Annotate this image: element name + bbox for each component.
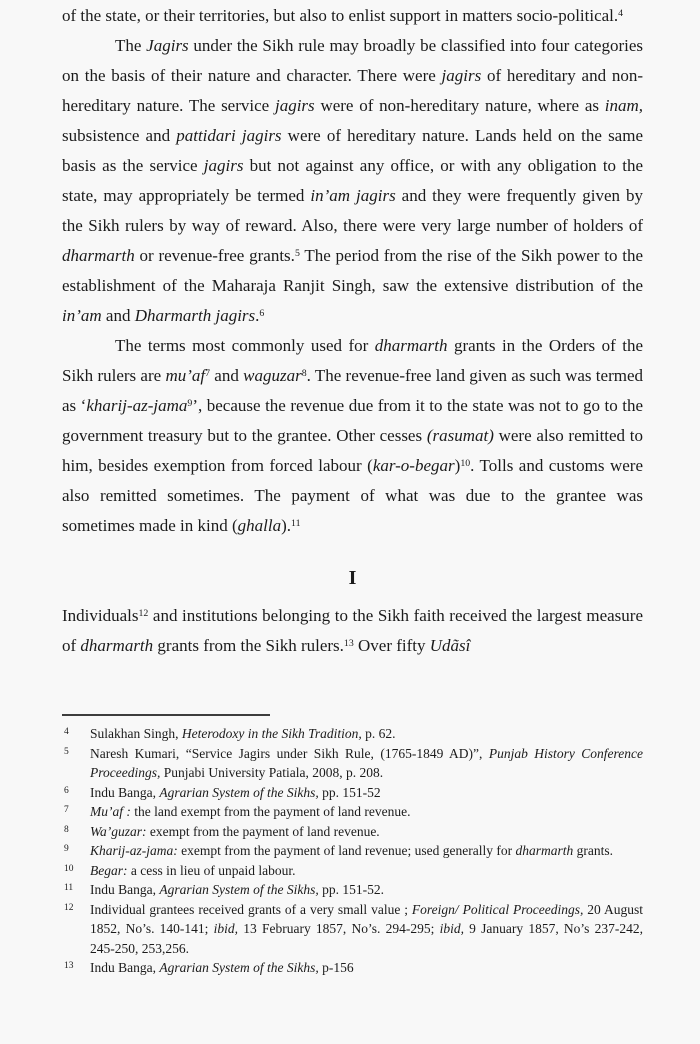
footnote — [62, 744, 643, 783]
footnote-ref: 10 — [460, 457, 471, 469]
text-run: exempt from the payment of land revenue; used generally for — [177, 843, 516, 858]
text-run: Indu Banga, — [90, 960, 160, 975]
text-run: and they were frequently given by the Sikh rulers by way of reward. Also, there were very large number of holders of — [62, 186, 643, 235]
italic-text: Dharmarth jagirs — [134, 306, 256, 325]
italic-text: Punjab History Conference Proceedings, — [90, 745, 643, 780]
italic-text: jagirs — [203, 156, 244, 175]
text-run: a cess in lieu of unpaid labour. — [127, 862, 296, 878]
footnote — [62, 822, 643, 842]
italic-text: ibid, — [213, 921, 239, 936]
footnote-number: 10 — [64, 863, 74, 874]
text-run: pp. 151-52 — [318, 784, 381, 800]
text-run: ). — [281, 516, 292, 535]
italic-text: jagirs — [274, 96, 315, 115]
footnote — [62, 841, 643, 861]
footnote-text — [90, 882, 384, 897]
text-run: or revenue-free grants. — [134, 246, 295, 265]
footnote-area — [62, 714, 643, 978]
text-run: pp. 151-52. — [318, 882, 384, 897]
text-run: . Tolls and customs were also remitted sometimes. The payment of what was due to the grantee was sometimes made in kind ( — [62, 456, 643, 535]
italic-text: jagirs — [441, 66, 482, 85]
footnote-ref: 8 — [301, 367, 307, 379]
italic-text: kar-o-begar — [372, 456, 455, 475]
section-heading: I — [348, 567, 357, 589]
footnote-text — [90, 824, 380, 839]
footnote — [62, 783, 643, 803]
italic-text: pattidari jagirs — [176, 126, 282, 145]
footnote-text — [90, 843, 613, 858]
text-run: Individual grantees received grants of a very small value ; — [90, 901, 412, 917]
footnote-ref: 9 — [187, 397, 193, 409]
footnote-text — [90, 902, 643, 956]
text-run: and institutions belonging to the Sikh faith received the largest measure of — [62, 606, 643, 655]
text-run: were of non-hereditary nature, where as — [314, 96, 605, 115]
text-run: but not against any office, or with any obligation to the state, may appropriately be termed — [62, 156, 643, 205]
text-run: 20 August 1852, No’s. 140-141; — [90, 901, 643, 936]
footnote-ref: 5 — [294, 247, 300, 259]
footnote — [62, 724, 643, 744]
footnote-number: 8 — [64, 824, 69, 835]
footnote — [62, 802, 643, 822]
footnote-text — [90, 785, 381, 800]
italic-text: Agrarian System of the Sikhs, — [159, 784, 319, 800]
italic-text: Kharij-az-jama: — [90, 843, 178, 858]
italic-text: in’am — [62, 306, 102, 325]
italic-text: ibid, — [439, 921, 464, 936]
text-run: The terms most commonly used for — [115, 336, 375, 355]
footnote — [62, 958, 643, 978]
text-run: grants. — [573, 843, 614, 858]
text-run: Over fifty — [353, 636, 430, 655]
text-run: Naresh Kumari, “Service Jagirs under Sikh Rule, (1765-1849 AD)”, — [90, 745, 489, 761]
text-run: ) — [454, 456, 461, 475]
italic-text: Heterodoxy in the Sikh Tradition, — [181, 726, 362, 741]
paragraph — [62, 1, 643, 31]
italic-text: Begar: — [90, 862, 128, 878]
footnote — [62, 900, 643, 959]
footnote-text — [90, 804, 411, 819]
footnote-ref: 12 — [138, 607, 149, 619]
text-run: Sulakhan Singh, — [90, 726, 182, 741]
paragraph — [62, 31, 643, 331]
text-run: exempt from the payment of land revenue. — [146, 823, 380, 839]
italic-text: Agrarian System of the Sikhs, — [159, 882, 319, 897]
italic-text: inam, — [604, 96, 644, 115]
italic-text: Agrarian System of the Sikhs, — [159, 960, 319, 975]
text-run: . — [255, 306, 260, 325]
text-run: of hereditary and non-hereditary nature. The service — [62, 66, 644, 115]
text-run: ’, because the revenue due from it to the state was not to go to the government treasury but to the grantee. Other cesses — [62, 396, 643, 445]
italic-text: Udãsî — [429, 636, 471, 655]
footnote-separator — [62, 714, 270, 716]
paragraph — [62, 331, 643, 541]
italic-text: in’am jagirs — [310, 186, 396, 205]
text-run: 9 January 1857, No’s 237-242, 245-250, 253,256. — [90, 921, 644, 956]
italic-text: dharmarth — [374, 336, 448, 355]
footnote-number: 5 — [64, 746, 69, 757]
text-run: . The revenue-free land given as such was termed as ‘ — [62, 366, 643, 415]
text-run: were of hereditary nature. Lands held on the same basis as the service — [62, 126, 643, 175]
italic-text: dharmarth — [62, 246, 135, 265]
italic-text: Foreign/ Political Proceedings, — [411, 901, 584, 917]
text-run: 13 February 1857, No’s. 294-295; — [238, 921, 440, 936]
text-run: The period from the rise of the Sikh power to the establishment of the Maharaja Ranjit Singh, saw the extensive distribution of the — [62, 246, 644, 295]
footnote-number: 13 — [64, 961, 74, 971]
text-run: Indu Banga, — [90, 784, 160, 800]
italic-text: Jagirs — [146, 36, 189, 55]
text-run: Indu Banga, — [90, 882, 160, 897]
body-text — [62, 1, 643, 661]
text-run: p-156 — [318, 960, 354, 975]
italic-text: Mu’af : — [90, 804, 131, 819]
italic-text: kharij-az-jama — [86, 396, 188, 415]
footnote-number: 11 — [64, 883, 74, 893]
text-run: Punjabi University Patiala, 2008, p. 208. — [160, 765, 384, 780]
footnote-number: 9 — [64, 844, 69, 854]
footnote-ref: 11 — [291, 517, 301, 529]
footnote-ref: 7 — [205, 367, 211, 379]
italic-text: mu’af — [165, 366, 206, 385]
paragraph — [62, 601, 643, 661]
text-run: grants in the Orders of the Sikh rulers are — [62, 336, 643, 385]
text-run: subsistence and — [62, 126, 177, 145]
text-run: under the Sikh rule may broadly be classified into four categories on the basis of their nature and character. There were — [62, 36, 643, 85]
footnote-ref: 4 — [618, 7, 624, 19]
footnote-ref: 13 — [343, 637, 354, 649]
italic-text: (rasumat) — [426, 426, 494, 445]
text-run: the land exempt from the payment of land revenue. — [130, 804, 411, 819]
text-run: and — [101, 306, 135, 325]
italic-text: waguzar — [243, 366, 302, 385]
text-run: Individuals — [62, 606, 139, 625]
footnote-number: 12 — [64, 902, 74, 913]
italic-text: Wa’guzar: — [90, 823, 147, 839]
footnote-number: 4 — [64, 727, 69, 737]
footnote-text — [90, 863, 295, 878]
italic-text: dharmarth — [80, 636, 154, 655]
text-run: of the state, or their territories, but also to enlist support in matters socio-political. — [62, 6, 619, 25]
italic-text: dharmarth — [515, 843, 574, 858]
footnote — [62, 861, 643, 881]
footnote-list — [62, 724, 643, 978]
footnote-text — [90, 746, 643, 781]
text-run: The — [115, 36, 147, 55]
text-run: and — [210, 366, 244, 385]
italic-text: ghalla — [237, 516, 282, 535]
text-run: p. 62. — [361, 726, 396, 741]
footnote-text — [90, 726, 396, 741]
text-run: were also remitted to him, besides exemption from forced labour ( — [62, 426, 643, 475]
text-run: grants from the Sikh rulers. — [153, 636, 344, 655]
footnote-ref: 6 — [259, 307, 265, 319]
footnote — [62, 880, 643, 900]
footnote-number: 7 — [64, 805, 69, 815]
footnote-text — [90, 960, 354, 975]
footnote-number: 6 — [64, 785, 69, 796]
